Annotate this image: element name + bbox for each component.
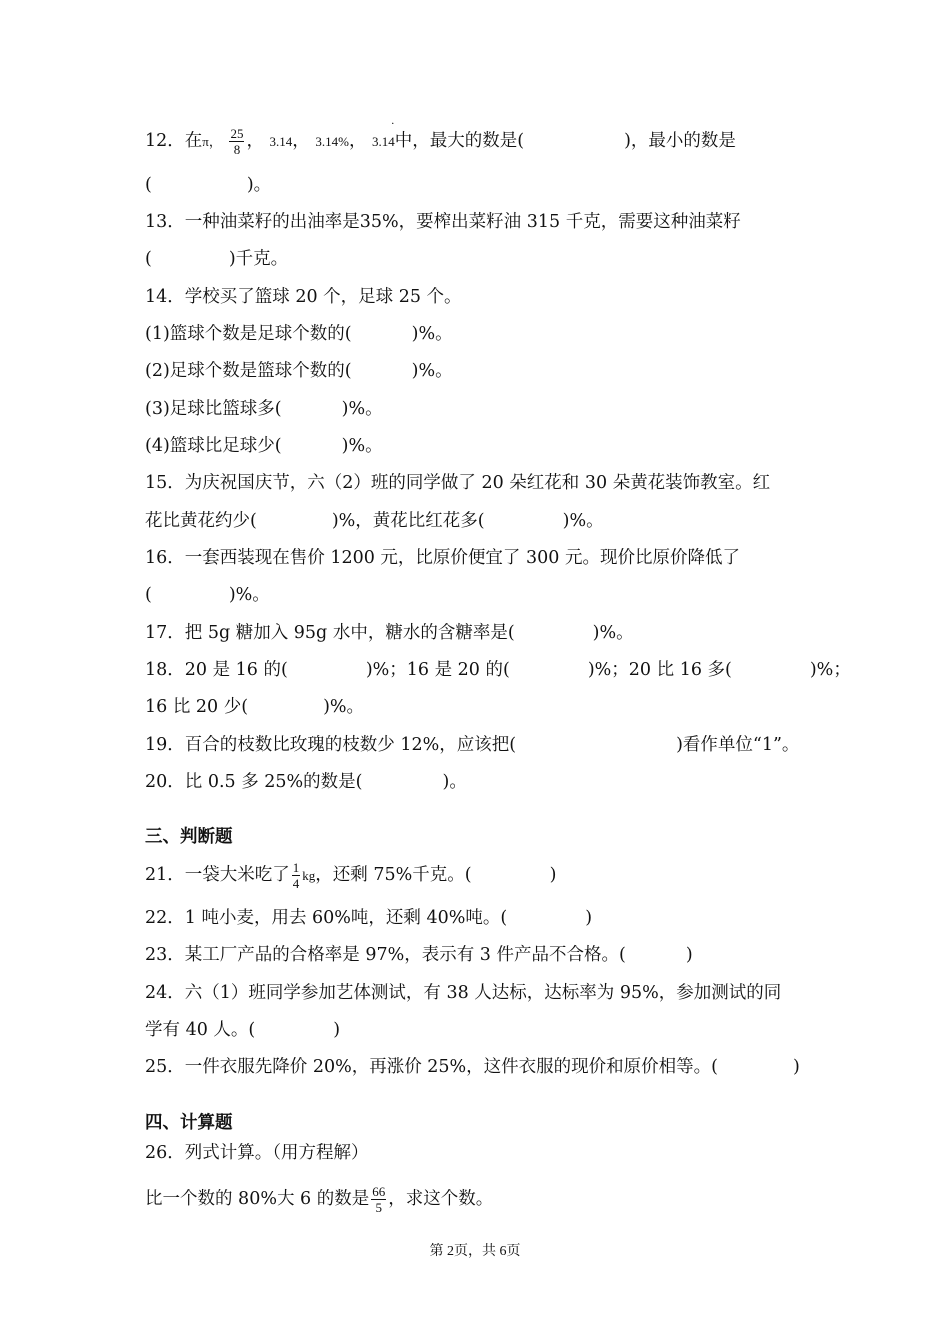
q18-line2-close: )%。 (323, 697, 365, 717)
question-15-line1: 15．为庆祝国庆节，六（2）班的同学做了 20 朵红花和 30 朵黄花装饰教室。红 (145, 473, 771, 493)
q12-value-2: 3.14% (315, 134, 349, 149)
q24-line2-open: 学有 40 人。( (145, 1020, 256, 1040)
q15-line2-b: )%，黄花比红花多( (331, 511, 485, 531)
q26-fraction (371, 1184, 386, 1215)
q14-p3-open: (3)足球比篮球多( (145, 399, 282, 419)
section-3-heading: 三、判断题 (145, 827, 233, 847)
q14-p2-close: )%。 (411, 361, 453, 381)
question-23 (145, 940, 693, 970)
section-4-heading: 四、计算题 (145, 1113, 233, 1133)
q16-line2-close: )%。 (228, 585, 270, 605)
q12-value-3-int: 3.1 (372, 134, 389, 149)
q12-line2-close: )。 (246, 175, 272, 195)
q21-close: ) (549, 865, 557, 885)
q26-frac-den: 5 (375, 1200, 382, 1215)
q21-frac-den: 4 (292, 876, 300, 891)
question-18-line2 (145, 692, 364, 722)
q12-sep2: ， (292, 131, 310, 151)
q12-line2-open: ( (145, 175, 152, 195)
q25-open: 25．一件衣服先降价 20%，再涨价 25%，这件衣服的现价和原价相等。( (145, 1057, 719, 1077)
q21-b: ，还剩 75%千克。( (315, 865, 472, 885)
question-24-line1: 24．六（1）班同学参加艺体测试，有 38 人达标，达标率为 95%，参加测试的同 (145, 983, 782, 1003)
q26-frac-num: 66 (372, 1184, 386, 1199)
question-26-stem: 26．列式计算。（用方程解） (145, 1143, 369, 1163)
question-24-line2 (145, 1015, 340, 1045)
q12-sep3: ， (348, 131, 367, 151)
q12-frac-den: 8 (233, 142, 241, 157)
q18-c: )%；20 比 16 多( (587, 660, 732, 680)
q24-line2-close: ) (333, 1020, 341, 1040)
q19-open: 19．百合的枝数比玫瑰的枝数少 12%，应该把( (145, 735, 517, 755)
q16-line2-open: ( (145, 585, 152, 605)
q14-p1-close: )%。 (411, 324, 453, 344)
q17-close: )%。 (592, 623, 634, 643)
question-14-part1 (145, 319, 453, 349)
question-12-line2 (145, 170, 271, 200)
q21-a: 21．一袋大米吃了 (145, 865, 290, 885)
q13-line2-close: )千克。 (228, 249, 289, 269)
q18-d: )%； (809, 660, 851, 680)
q12-value-3 (372, 134, 395, 149)
question-14-part3 (145, 394, 383, 424)
q19-close: )看作单位“1”。 (676, 735, 800, 755)
q14-p1-open: (1)篮球个数是足球个数的( (145, 324, 352, 344)
q14-p3-close: )%。 (341, 399, 383, 419)
question-14-part2 (145, 356, 453, 386)
question-20 (145, 767, 467, 797)
q12-value-3-repeating: 4 · (388, 127, 395, 157)
question-22 (145, 903, 592, 933)
q15-line2-c: )%。 (562, 511, 604, 531)
question-14-part4 (145, 431, 383, 461)
question-13-line1: 13．一种油菜籽的出油率是35%，要榨出菜籽油 315 千克，需要这种油菜籽 (145, 212, 741, 232)
question-21 (145, 860, 556, 890)
question-18-line1 (145, 655, 851, 685)
question-13-line2 (145, 244, 288, 274)
question-25 (145, 1052, 800, 1082)
q18-b: )%；16 是 20 的( (365, 660, 510, 680)
q26-a: 比一个数的 80%大 6 的数是 (145, 1189, 370, 1209)
q25-close: ) (793, 1057, 800, 1077)
question-26-body (145, 1184, 493, 1214)
q23-open: 23．某工厂产品的合格率是 97%，表示有 3 件产品不合格。( (145, 945, 626, 965)
question-16-line1: 16．一套西装现在售价 1200 元，比原价便宜了 300 元。现价比原价降低了 (145, 548, 740, 568)
q21-unit: kg (302, 868, 316, 883)
q12-pi: π， (202, 134, 222, 149)
q14-p4-open: (4)篮球比足球少( (145, 436, 282, 456)
question-19 (145, 730, 799, 760)
q22-open: 22．1 吨小麦，用去 60%吨，还剩 40%吨。( (145, 908, 508, 928)
question-17 (145, 618, 634, 648)
q23-close: ) (685, 945, 693, 965)
q18-line2-open: 16 比 20 少( (145, 697, 249, 717)
q12-sep1: ， (246, 131, 264, 151)
q17-open: 17．把 5g 糖加入 95g 水中，糖水的含糖率是( (145, 623, 515, 643)
question-15-line2 (145, 506, 604, 536)
q20-open: 20．比 0.5 多 25%的数是( (145, 772, 363, 792)
q22-close: ) (585, 908, 593, 928)
q15-line2-a: 花比黄花约少( (145, 511, 257, 531)
q18-a: 18．20 是 16 的( (145, 660, 288, 680)
question-12-line1 (145, 126, 736, 156)
q12-frac-num: 25 (230, 126, 244, 141)
q14-p2-open: (2)足球个数是篮球个数的( (145, 361, 352, 381)
page-footer: 第 2页，共 6页 (429, 1244, 521, 1259)
question-16-line2 (145, 580, 270, 610)
q12-fraction (229, 126, 244, 157)
q21-fraction (292, 860, 301, 891)
question-14-stem: 14．学校买了篮球 20 个，足球 25 个。 (145, 287, 462, 307)
q21-frac-num: 1 (292, 860, 300, 875)
q12-value-1: 3.14 (269, 134, 293, 149)
q13-line2-open: ( (145, 249, 152, 269)
q20-close: )。 (442, 772, 467, 792)
q12-mid: 中，最大的数是( (394, 131, 525, 151)
q12-prefix: 12．在 (145, 131, 203, 151)
q14-p4-close: )%。 (341, 436, 383, 456)
q26-b: ，求这个数。 (388, 1189, 494, 1209)
q12-close1: )，最小的数是 (624, 131, 736, 151)
